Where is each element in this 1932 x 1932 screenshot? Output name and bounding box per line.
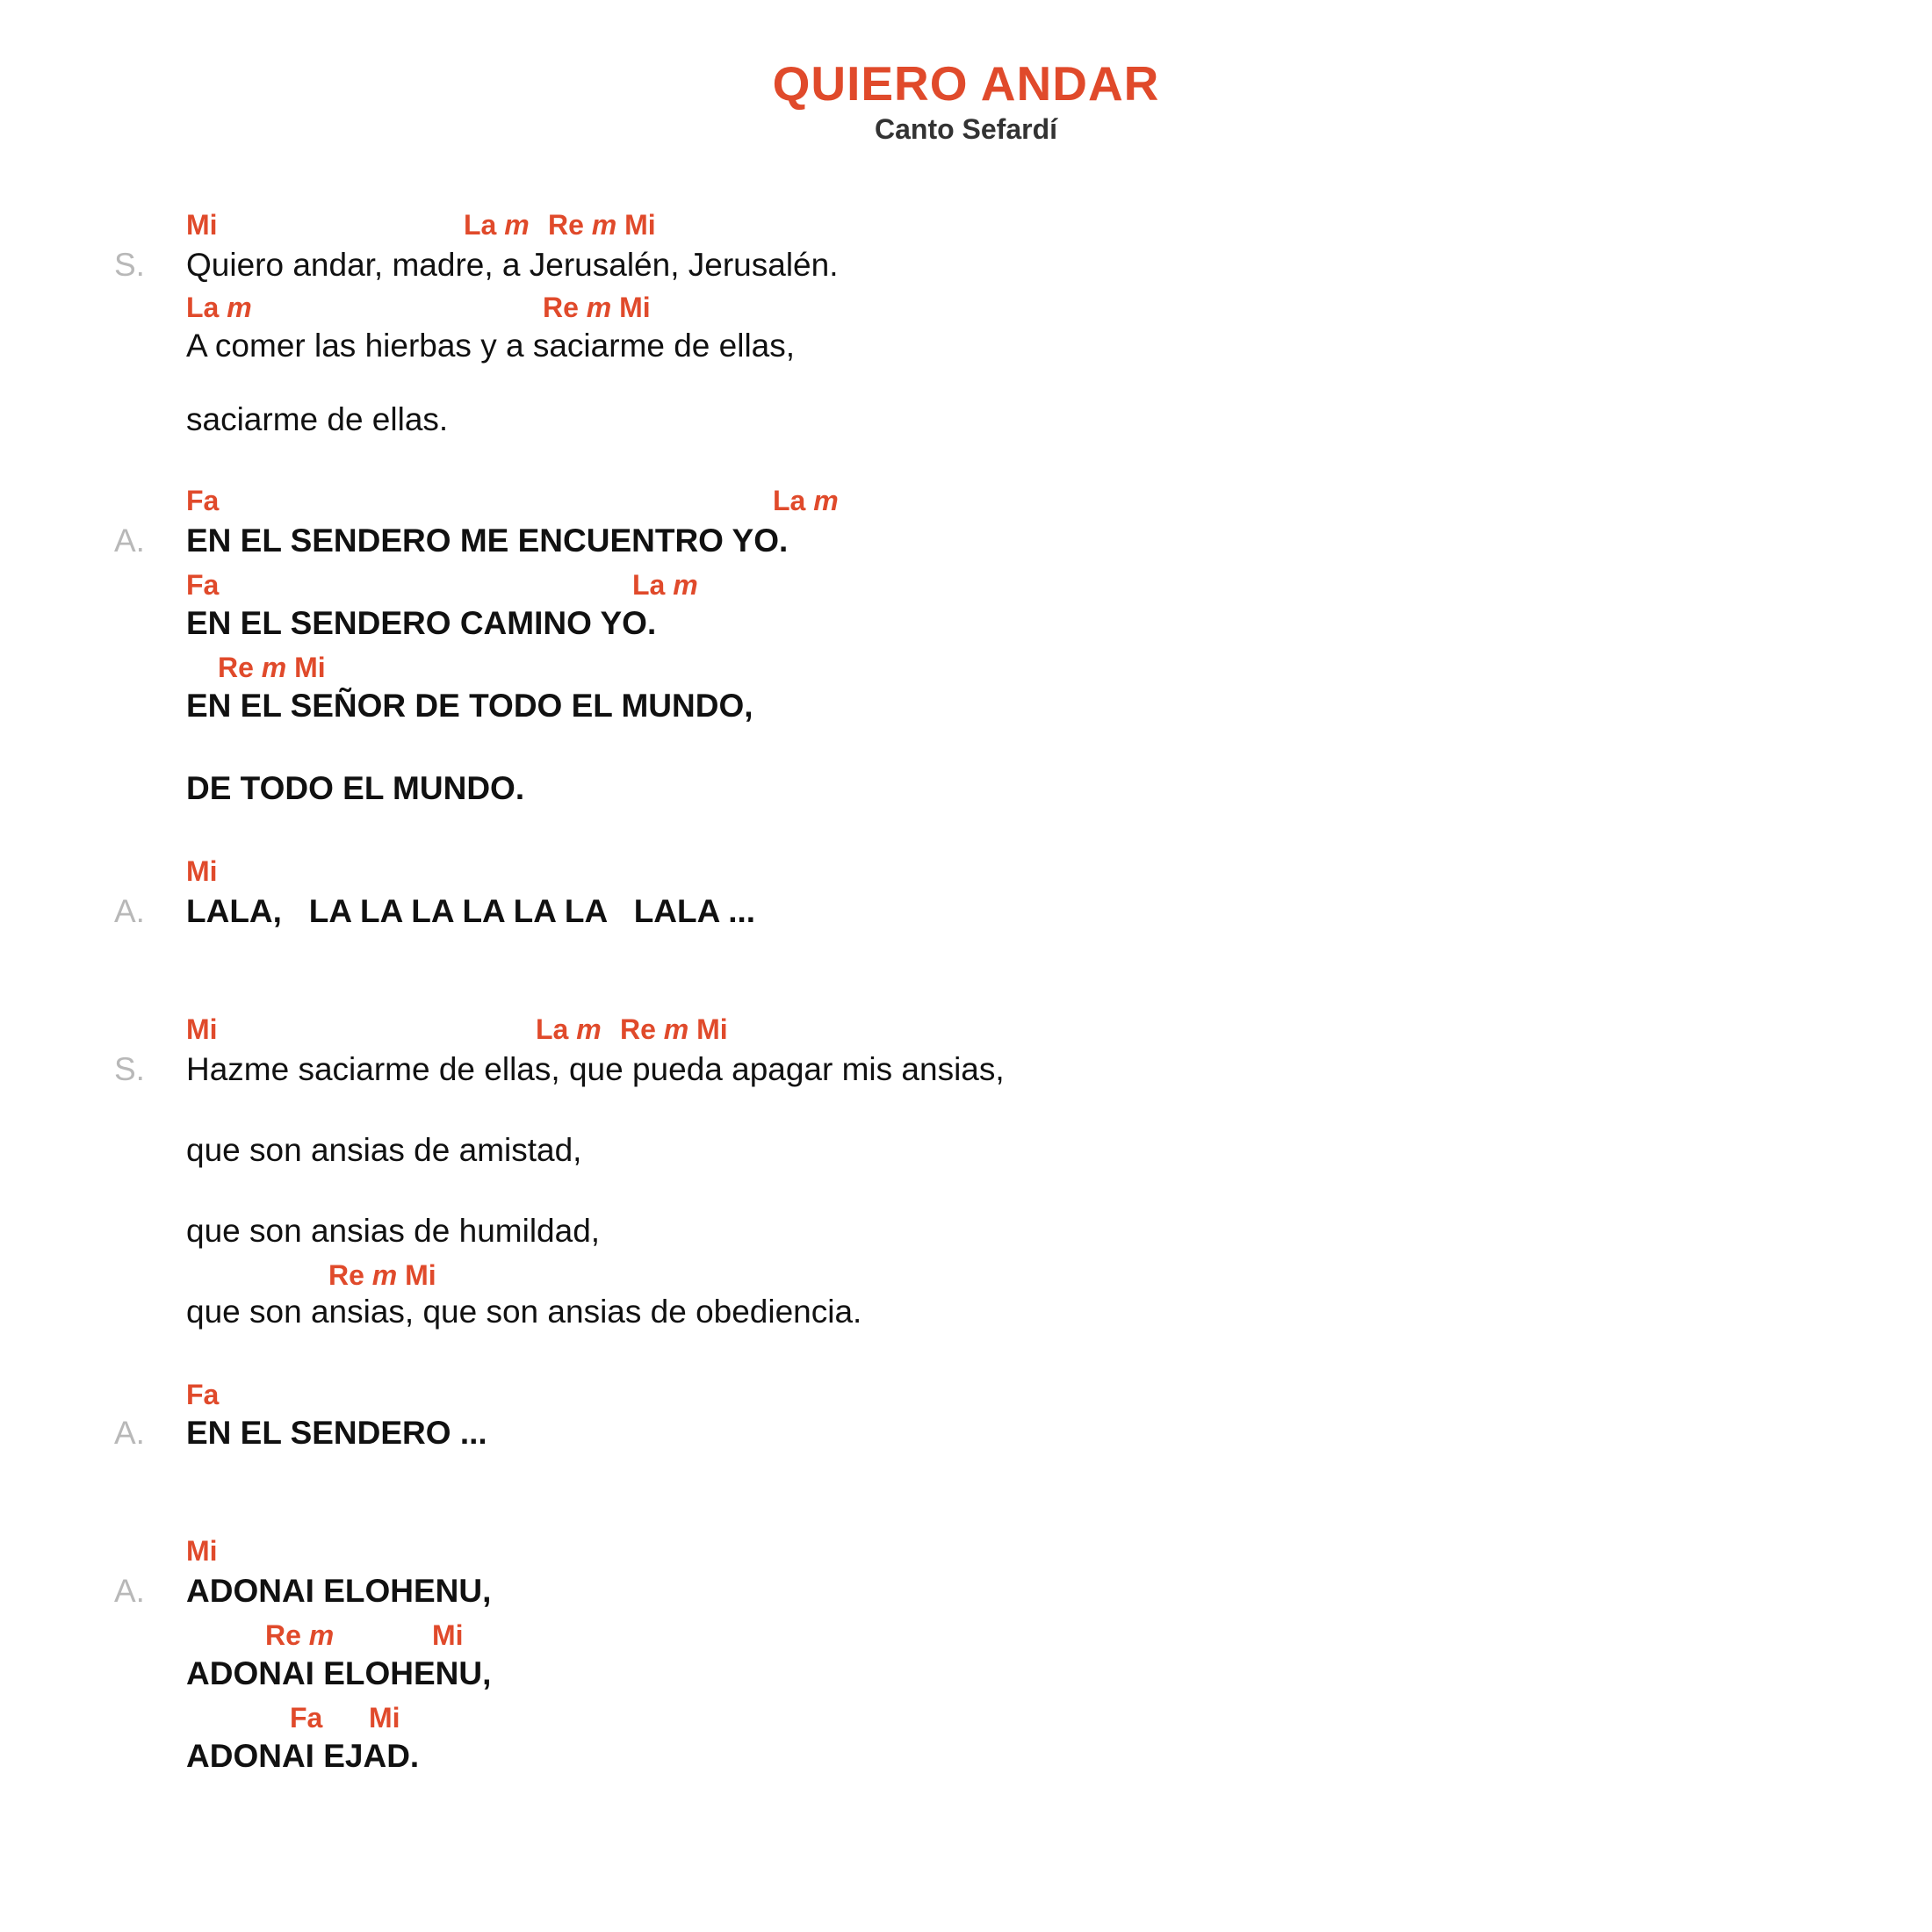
chord: Re m Mi <box>218 652 326 683</box>
lyric-line: A comer las hierbas y a saciarme de ellas, <box>186 328 796 364</box>
lyric-line: EN EL SEÑOR DE TODO EL MUNDO, <box>186 688 753 724</box>
chord: Mi <box>369 1702 400 1734</box>
lyric-line: EN EL SENDERO CAMINO YO. <box>186 605 657 641</box>
chord: La m <box>464 209 530 241</box>
chord: La m <box>632 569 698 601</box>
section-marker-all: A. <box>114 1415 145 1451</box>
lyric-line: EN EL SENDERO ... <box>186 1415 487 1451</box>
chord: Mi <box>186 855 218 887</box>
section-marker-soloist: S. <box>114 1051 145 1087</box>
chord: Re m Mi <box>548 209 656 241</box>
chord: Fa <box>186 1379 220 1410</box>
chord: Mi <box>432 1619 464 1651</box>
song-title: QUIERO ANDAR <box>772 56 1160 111</box>
lyric-line: Quiero andar, madre, a Jerusalén, Jerusalén. <box>186 247 839 283</box>
section-marker-all: A. <box>114 523 145 559</box>
chord: Mi <box>186 1013 218 1045</box>
chord: Mi <box>186 209 218 241</box>
chord: Mi <box>186 1535 218 1567</box>
section-marker-all: A. <box>114 893 145 929</box>
lyric-line: ADONAI ELOHENU, <box>186 1655 492 1691</box>
chord: Re m Mi <box>543 292 651 323</box>
chord: La m <box>536 1013 602 1045</box>
lyric-line: que son ansias de amistad, <box>186 1132 582 1168</box>
lyric-line: EN EL SENDERO ME ENCUENTRO YO. <box>186 523 789 559</box>
chord: Re m Mi <box>620 1013 728 1045</box>
chord: La m <box>186 292 252 323</box>
chord: La m <box>773 485 839 516</box>
chord: Re m Mi <box>328 1259 436 1291</box>
lyric-line: DE TODO EL MUNDO. <box>186 770 525 806</box>
lyric-line: que son ansias de humildad, <box>186 1213 601 1249</box>
lyric-line: saciarme de ellas. <box>186 401 449 437</box>
lyric-line: ADONAI ELOHENU, <box>186 1573 492 1609</box>
section-marker-soloist: S. <box>114 247 145 283</box>
lyric-line: que son ansias, que son ansias de obediencia. <box>186 1294 862 1330</box>
section-marker-all: A. <box>114 1573 145 1609</box>
chord: Fa <box>186 485 220 516</box>
lyric-line: LALA, LA LA LA LA LA LA LALA ... <box>186 893 756 929</box>
song-subtitle: Canto Sefardí <box>874 113 1058 145</box>
chord: Re m <box>265 1619 335 1651</box>
lyric-line: ADONAI EJAD. <box>186 1738 420 1774</box>
chord: Fa <box>186 569 220 601</box>
chord: Fa <box>290 1702 323 1734</box>
lyric-line: Hazme saciarme de ellas, que pueda apagar mis ansias, <box>186 1051 1005 1087</box>
